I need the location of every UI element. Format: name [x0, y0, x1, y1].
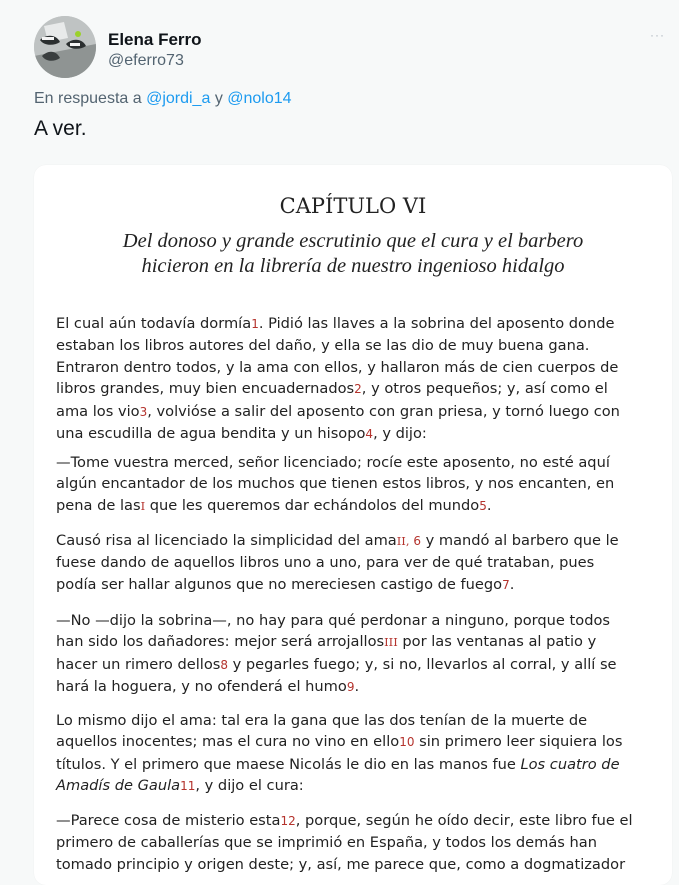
text-run: podía ser hallar algunos que no mereciesen castigo de fuego	[56, 575, 503, 593]
more-options-icon[interactable]: ···	[650, 28, 665, 42]
reply-context	[34, 90, 292, 108]
footnote-marker[interactable]: 11	[180, 779, 196, 794]
mention-link-1[interactable]: @jordi_a	[146, 90, 211, 107]
text-run: fuese dando de aquellos libros uno a uno, para ver de qué trataban, pues	[56, 554, 595, 572]
text-run: hacer un rimero dellos	[56, 655, 221, 673]
italic-title: Los cuatro de	[520, 755, 620, 773]
footnote-marker[interactable]: 5	[479, 498, 487, 513]
text-run: , volvióse a salir del aposento con gran priesa, y tornó luego con	[147, 402, 620, 420]
footnote-marker[interactable]: 9	[346, 680, 355, 695]
chapter-title: CAPÍTULO VI	[279, 194, 427, 218]
paragraph-5	[56, 710, 668, 798]
text-run: estaban los libros autores del daño, y ella se las dio de muy buena gana.	[56, 337, 590, 355]
footnote-marker[interactable]: 3	[139, 404, 148, 419]
text-run: algún encantador de los muchos que tienen estos libros, y nos encanten, en	[56, 475, 615, 493]
text-run: , y dijo el cura:	[195, 777, 304, 795]
chapter-subtitle	[64, 229, 642, 279]
text-run: —No —dijo la sobrina—, no hay para qué perdonar a ninguno, porque todos	[56, 612, 610, 629]
footnote-marker[interactable]: 7	[502, 577, 510, 592]
text-run: , y dijo:	[373, 425, 427, 443]
text-run: —Tome vuestra merced, señor licenciado; rocíe este aposento, no esté aquí	[56, 454, 610, 471]
attached-image[interactable]	[34, 165, 672, 885]
endnote-marker[interactable]: I	[140, 498, 146, 513]
text-run: han sido los dañadores: mejor será arrojallos	[56, 633, 385, 651]
text-run: Entraron dentro todos, y la ama con ellos, y hallaron más de cien cuerpos de	[56, 358, 619, 376]
text-run: sin primero leer siquiera los	[414, 733, 623, 751]
endnote-marker[interactable]: III	[384, 635, 398, 650]
italic-title: Amadís de Gaula	[56, 777, 181, 795]
footnote-marker[interactable]: 12	[280, 814, 296, 828]
endnote-marker[interactable]: II,	[396, 534, 410, 548]
text-run: .	[509, 575, 515, 593]
text-run: .	[354, 678, 360, 696]
avatar-photo	[34, 16, 96, 78]
text-run: Causó risa al licenciado la simplicidad del ama	[56, 532, 397, 549]
text-run: aquellos inocentes; mas el cura no vino en ello	[56, 733, 400, 751]
footnote-marker[interactable]: 6	[409, 534, 421, 548]
text-run: , y otros pequeños; y, así como el	[361, 380, 608, 398]
reply-conjunction: y	[214, 90, 223, 107]
text-run: ama los vio	[56, 402, 140, 420]
text-run: una escudilla de agua bendita y un hisopo	[56, 425, 366, 443]
text-run: pena de las	[56, 496, 141, 514]
footnote-marker[interactable]: 2	[354, 382, 362, 397]
tweet-text: A ver.	[34, 117, 87, 140]
text-run: títulos. Y el primero que maese Nicolás le dio en las manos fue	[56, 755, 521, 773]
footnote-marker[interactable]: 1	[251, 317, 259, 331]
subtitle-line-2: hicieron en la librería de nuestro ingenioso hidalgo	[141, 255, 565, 277]
text-run: , porque, según he oído decir, este libro fue el	[295, 812, 633, 829]
text-run: tomado principio y origen deste; y, así, me parece que, como a dogmatizador	[56, 855, 626, 873]
reply-prefix: En respuesta a	[34, 90, 142, 107]
paragraph-6	[56, 810, 668, 875]
text-run: y pegarles fuego; y, si no, llevarlos al corral, y allí se	[228, 655, 617, 673]
text-run: . Pidió las llaves a la sobrina del aposento donde	[258, 315, 615, 332]
mention-link-2[interactable]: @nolo14	[227, 90, 292, 107]
text-run: hará la hoguera, y no ofenderá el humo	[56, 678, 347, 696]
paragraph-4	[56, 610, 668, 699]
footnote-marker[interactable]: 10	[399, 735, 415, 750]
avatar[interactable]	[34, 16, 96, 78]
subtitle-line-1: Del donoso y grande escrutinio que el cura y el barbero	[122, 230, 584, 252]
author-handle[interactable]: @eferro73	[108, 52, 184, 69]
text-run: que les queremos dar echándolos del mundo	[145, 496, 480, 514]
author-name[interactable]: Elena Ferro	[108, 30, 202, 49]
text-run: —Parece cosa de misterio esta	[56, 812, 281, 829]
footnote-marker[interactable]: 8	[220, 657, 228, 672]
text-run: .	[486, 496, 492, 514]
text-run: El cual aún todavía dormía	[56, 315, 252, 332]
text-run: primero de caballerías que se imprimió en España, y todos los demás han	[56, 834, 597, 852]
paragraph-2	[56, 452, 668, 517]
text-run: por las ventanas al patio y	[397, 633, 597, 651]
paragraph-1	[56, 313, 668, 445]
footnote-marker[interactable]: 4	[365, 427, 374, 442]
text-run: libros grandes, muy bien encuadernados	[56, 380, 355, 398]
text-run: y mandó al barbero que le	[420, 532, 619, 549]
paragraph-3	[56, 530, 668, 596]
text-run: Lo mismo dijo el ama: tal era la gana que las dos tenían de la muerte de	[56, 712, 588, 729]
